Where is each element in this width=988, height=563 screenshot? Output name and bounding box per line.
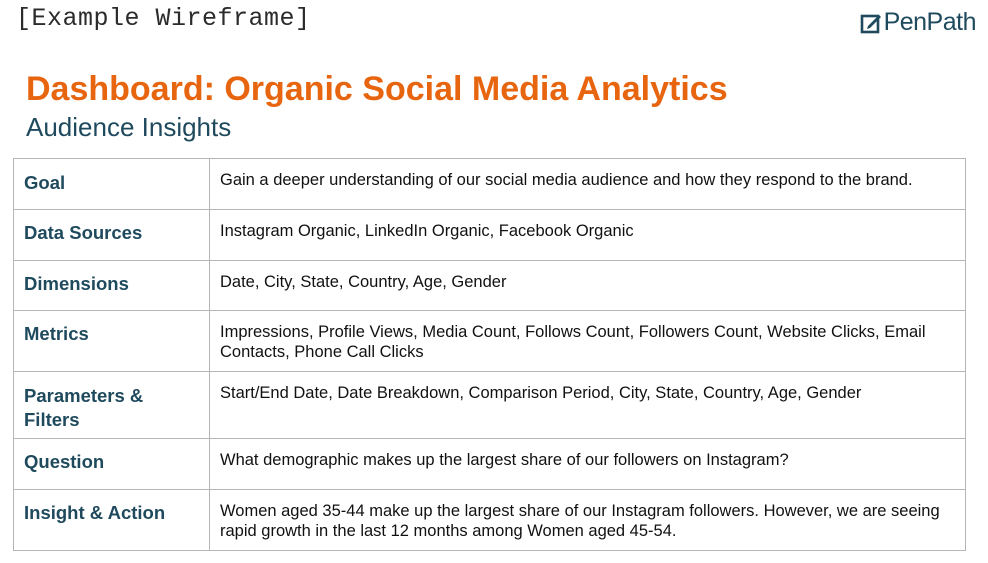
page-title: Dashboard: Organic Social Media Analytics	[26, 70, 728, 108]
row-label: Question	[14, 439, 210, 490]
row-value: Date, City, State, Country, Age, Gender	[210, 261, 966, 311]
table-row-dimensions	[14, 261, 966, 311]
dashboard-brief-table	[13, 158, 966, 551]
row-label: Metrics	[14, 311, 210, 372]
row-value: Gain a deeper understanding of our social media audience and how they respond to the brand.	[210, 159, 966, 210]
row-value: What demographic makes up the largest share of our followers on Instagram?	[210, 439, 966, 490]
page-subtitle: Audience Insights	[26, 112, 232, 142]
table-row-parameters-filters	[14, 372, 966, 439]
row-label: Insight & Action	[14, 490, 210, 551]
table-row-insight-action	[14, 490, 966, 551]
table-row-question	[14, 439, 966, 490]
penpath-logo	[860, 8, 976, 37]
pen-edit-icon	[860, 12, 882, 34]
row-label: Data Sources	[14, 210, 210, 261]
row-value: Start/End Date, Date Breakdown, Comparison Period, City, State, Country, Age, Gender	[210, 372, 966, 439]
logo-text: PenPath	[883, 8, 976, 36]
row-value: Impressions, Profile Views, Media Count, Follows Count, Followers Count, Website Clicks, Email Contacts, Phone Call Clicks	[210, 311, 966, 372]
wireframe-tag: [Example Wireframe]	[16, 4, 311, 33]
row-value: Instagram Organic, LinkedIn Organic, Facebook Organic	[210, 210, 966, 261]
row-label: Goal	[14, 159, 210, 210]
row-label: Dimensions	[14, 261, 210, 311]
table-row-metrics	[14, 311, 966, 372]
row-value: Women aged 35-44 make up the largest share of our Instagram followers. However, we are seeing rapid growth in the last 12 months among Women aged 45-54.	[210, 490, 966, 551]
row-label: Parameters & Filters	[14, 372, 210, 439]
table-row-data-sources	[14, 210, 966, 261]
table-row-goal	[14, 159, 966, 210]
